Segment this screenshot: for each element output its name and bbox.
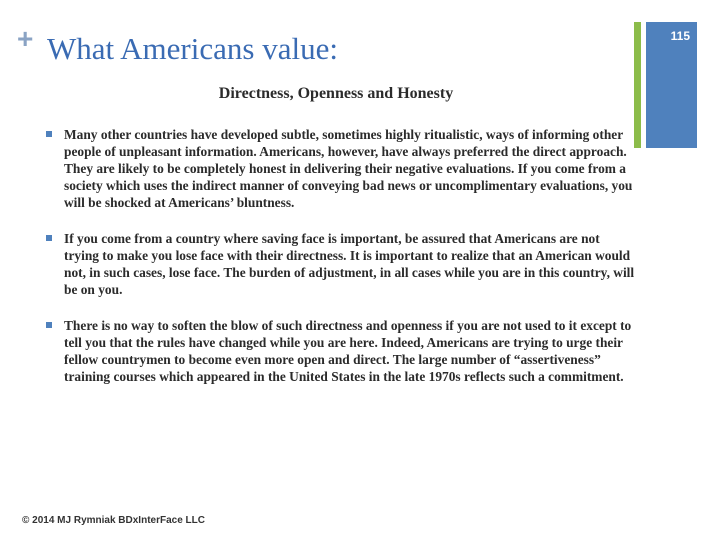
copyright-footer: © 2014 MJ Rymniak BDxInterFace LLC <box>22 515 205 526</box>
plus-icon: + <box>17 23 34 54</box>
bullet-square-icon <box>46 322 52 328</box>
bullet-square-icon <box>46 235 52 241</box>
bullet-item <box>46 317 636 385</box>
bullet-list <box>46 126 636 404</box>
bullet-text: There is no way to soften the blow of such directness and openness if you are not used to it except to tell you that the rules have changed while you are here. Indeed, Americans are trying to urge their fellow countrymen to become even more open and direct. The large number of “assertiveness” training courses which appeared in the United States in the late 1970s reflects such a commitment. <box>64 318 632 384</box>
slide-number: 115 <box>670 29 690 43</box>
bullet-item <box>46 230 636 298</box>
bullet-item <box>46 126 636 211</box>
slide-subtitle: Directness, Openness and Honesty <box>218 85 454 102</box>
bullet-text: Many other countries have developed subtle, sometimes highly ritualistic, ways of informing other people of unpleasant information. Americans, however, have always preferred the direct approach. They are likely to be completely honest in delivering their negative evaluations. If you come from a society which uses the indirect manner of conveying bad news or uncomplimentary evaluations, you will be shocked at Americans’ bluntness. <box>64 127 633 210</box>
slide-title: What Americans value: <box>47 31 338 66</box>
bullet-square-icon <box>46 131 52 137</box>
bullet-text: If you come from a country where saving face is important, be assured that Americans are not trying to make you lose face with their directness. It is important to realize that an American would not, in such cases, lose face. The burden of adjustment, in all cases while you are in this country, will be on you. <box>64 231 635 297</box>
